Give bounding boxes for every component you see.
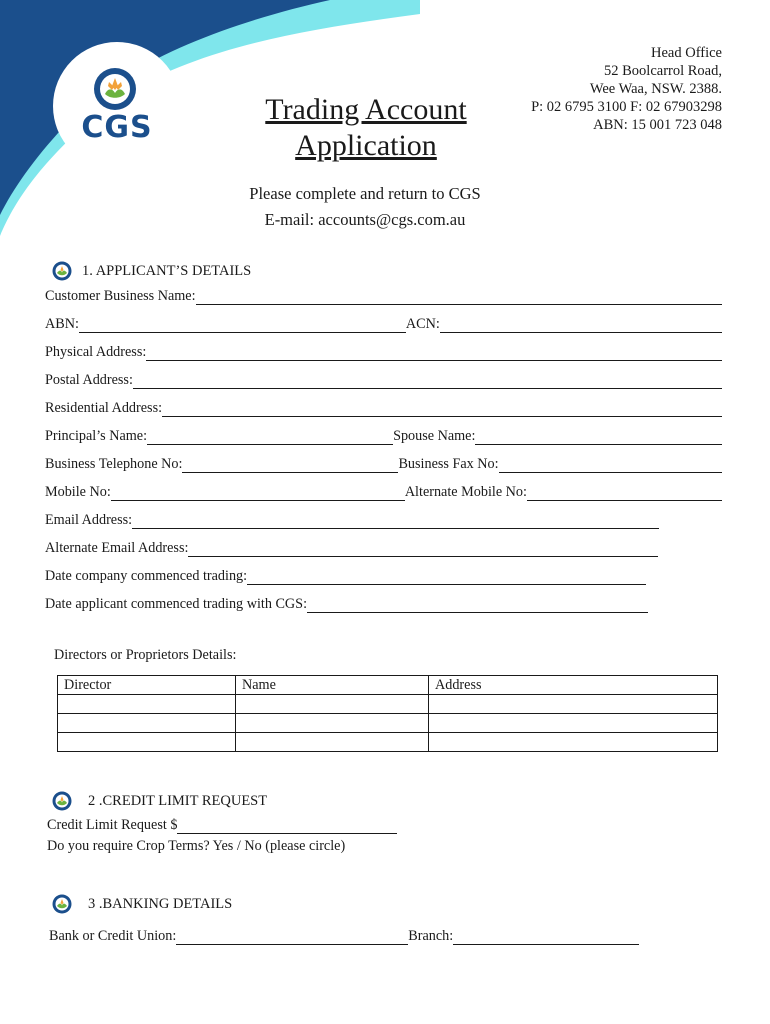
- column-header-name: Name: [236, 676, 429, 695]
- field-principal-spouse: Principal’s Name: Spouse Name:: [45, 427, 722, 445]
- field-abn-acn: ABN: ACN:: [45, 315, 722, 333]
- field-date-commenced[interactable]: Date company commenced trading:: [45, 567, 646, 585]
- directors-caption: Directors or Proprietors Details:: [54, 647, 237, 663]
- section-applicant-details: 1. APPLICANT’S DETAILS: [52, 261, 251, 281]
- field-postal-address[interactable]: Postal Address:: [45, 371, 722, 389]
- credit-limit-input[interactable]: [177, 819, 397, 834]
- table-row: [58, 695, 718, 714]
- abn-input[interactable]: [79, 318, 406, 333]
- business-fax-input[interactable]: [499, 458, 722, 473]
- section-badge-icon: [52, 894, 72, 914]
- field-credit-limit: Credit Limit Request $: [47, 817, 397, 834]
- section-credit-limit: 2 .CREDIT LIMIT REQUEST: [52, 791, 267, 811]
- field-physical-address[interactable]: Physical Address:: [45, 343, 722, 361]
- intro-text: Please complete and return to CGS E-mail: accounts@cgs.com.au: [200, 181, 530, 233]
- bank-input[interactable]: [176, 930, 408, 945]
- field-customer-business-name[interactable]: Customer Business Name:: [45, 287, 722, 305]
- field-business-phone-fax: Business Telephone No: Business Fax No:: [45, 455, 722, 473]
- table-header-row: [58, 676, 718, 695]
- field-email[interactable]: Email Address:: [45, 511, 659, 529]
- contact-email: E-mail: accounts@cgs.com.au: [264, 210, 466, 229]
- field-alternate-email[interactable]: Alternate Email Address:: [45, 539, 658, 557]
- table-row: [58, 714, 718, 733]
- alternate-mobile-input[interactable]: [527, 486, 722, 501]
- section-banking-details: 3 .BANKING DETAILS: [52, 894, 232, 914]
- directors-table: [57, 675, 718, 752]
- branch-input[interactable]: [453, 930, 639, 945]
- principal-name-input[interactable]: [147, 430, 393, 445]
- head-office-address: Head Office 52 Boolcarrol Road, Wee Waa, NSW. 2388. P: 02 6795 3100 F: 02 67903298 ABN: 15 001 723 048: [531, 45, 722, 133]
- cgs-logo-icon: [92, 66, 138, 112]
- crop-terms-question[interactable]: Do you require Crop Terms? Yes / No (please circle): [47, 838, 346, 854]
- acn-input[interactable]: [440, 318, 722, 333]
- column-header-address: Address: [429, 676, 718, 695]
- field-date-commenced-cgs[interactable]: Date applicant commenced trading with CGS:: [45, 595, 648, 613]
- page-title: Trading Account Application: [265, 93, 467, 162]
- field-residential-address[interactable]: Residential Address:: [45, 399, 722, 417]
- section-badge-icon: [52, 791, 72, 811]
- spouse-name-input[interactable]: [475, 430, 722, 445]
- mobile-input[interactable]: [111, 486, 405, 501]
- field-bank-branch: Bank or Credit Union: Branch:: [49, 928, 639, 945]
- business-telephone-input[interactable]: [182, 458, 398, 473]
- section-badge-icon: [52, 261, 72, 281]
- field-mobile: Mobile No: Alternate Mobile No:: [45, 483, 722, 501]
- logo-wordmark: CGS: [81, 110, 153, 145]
- table-row: [58, 733, 718, 752]
- column-header-director: Director: [58, 676, 236, 695]
